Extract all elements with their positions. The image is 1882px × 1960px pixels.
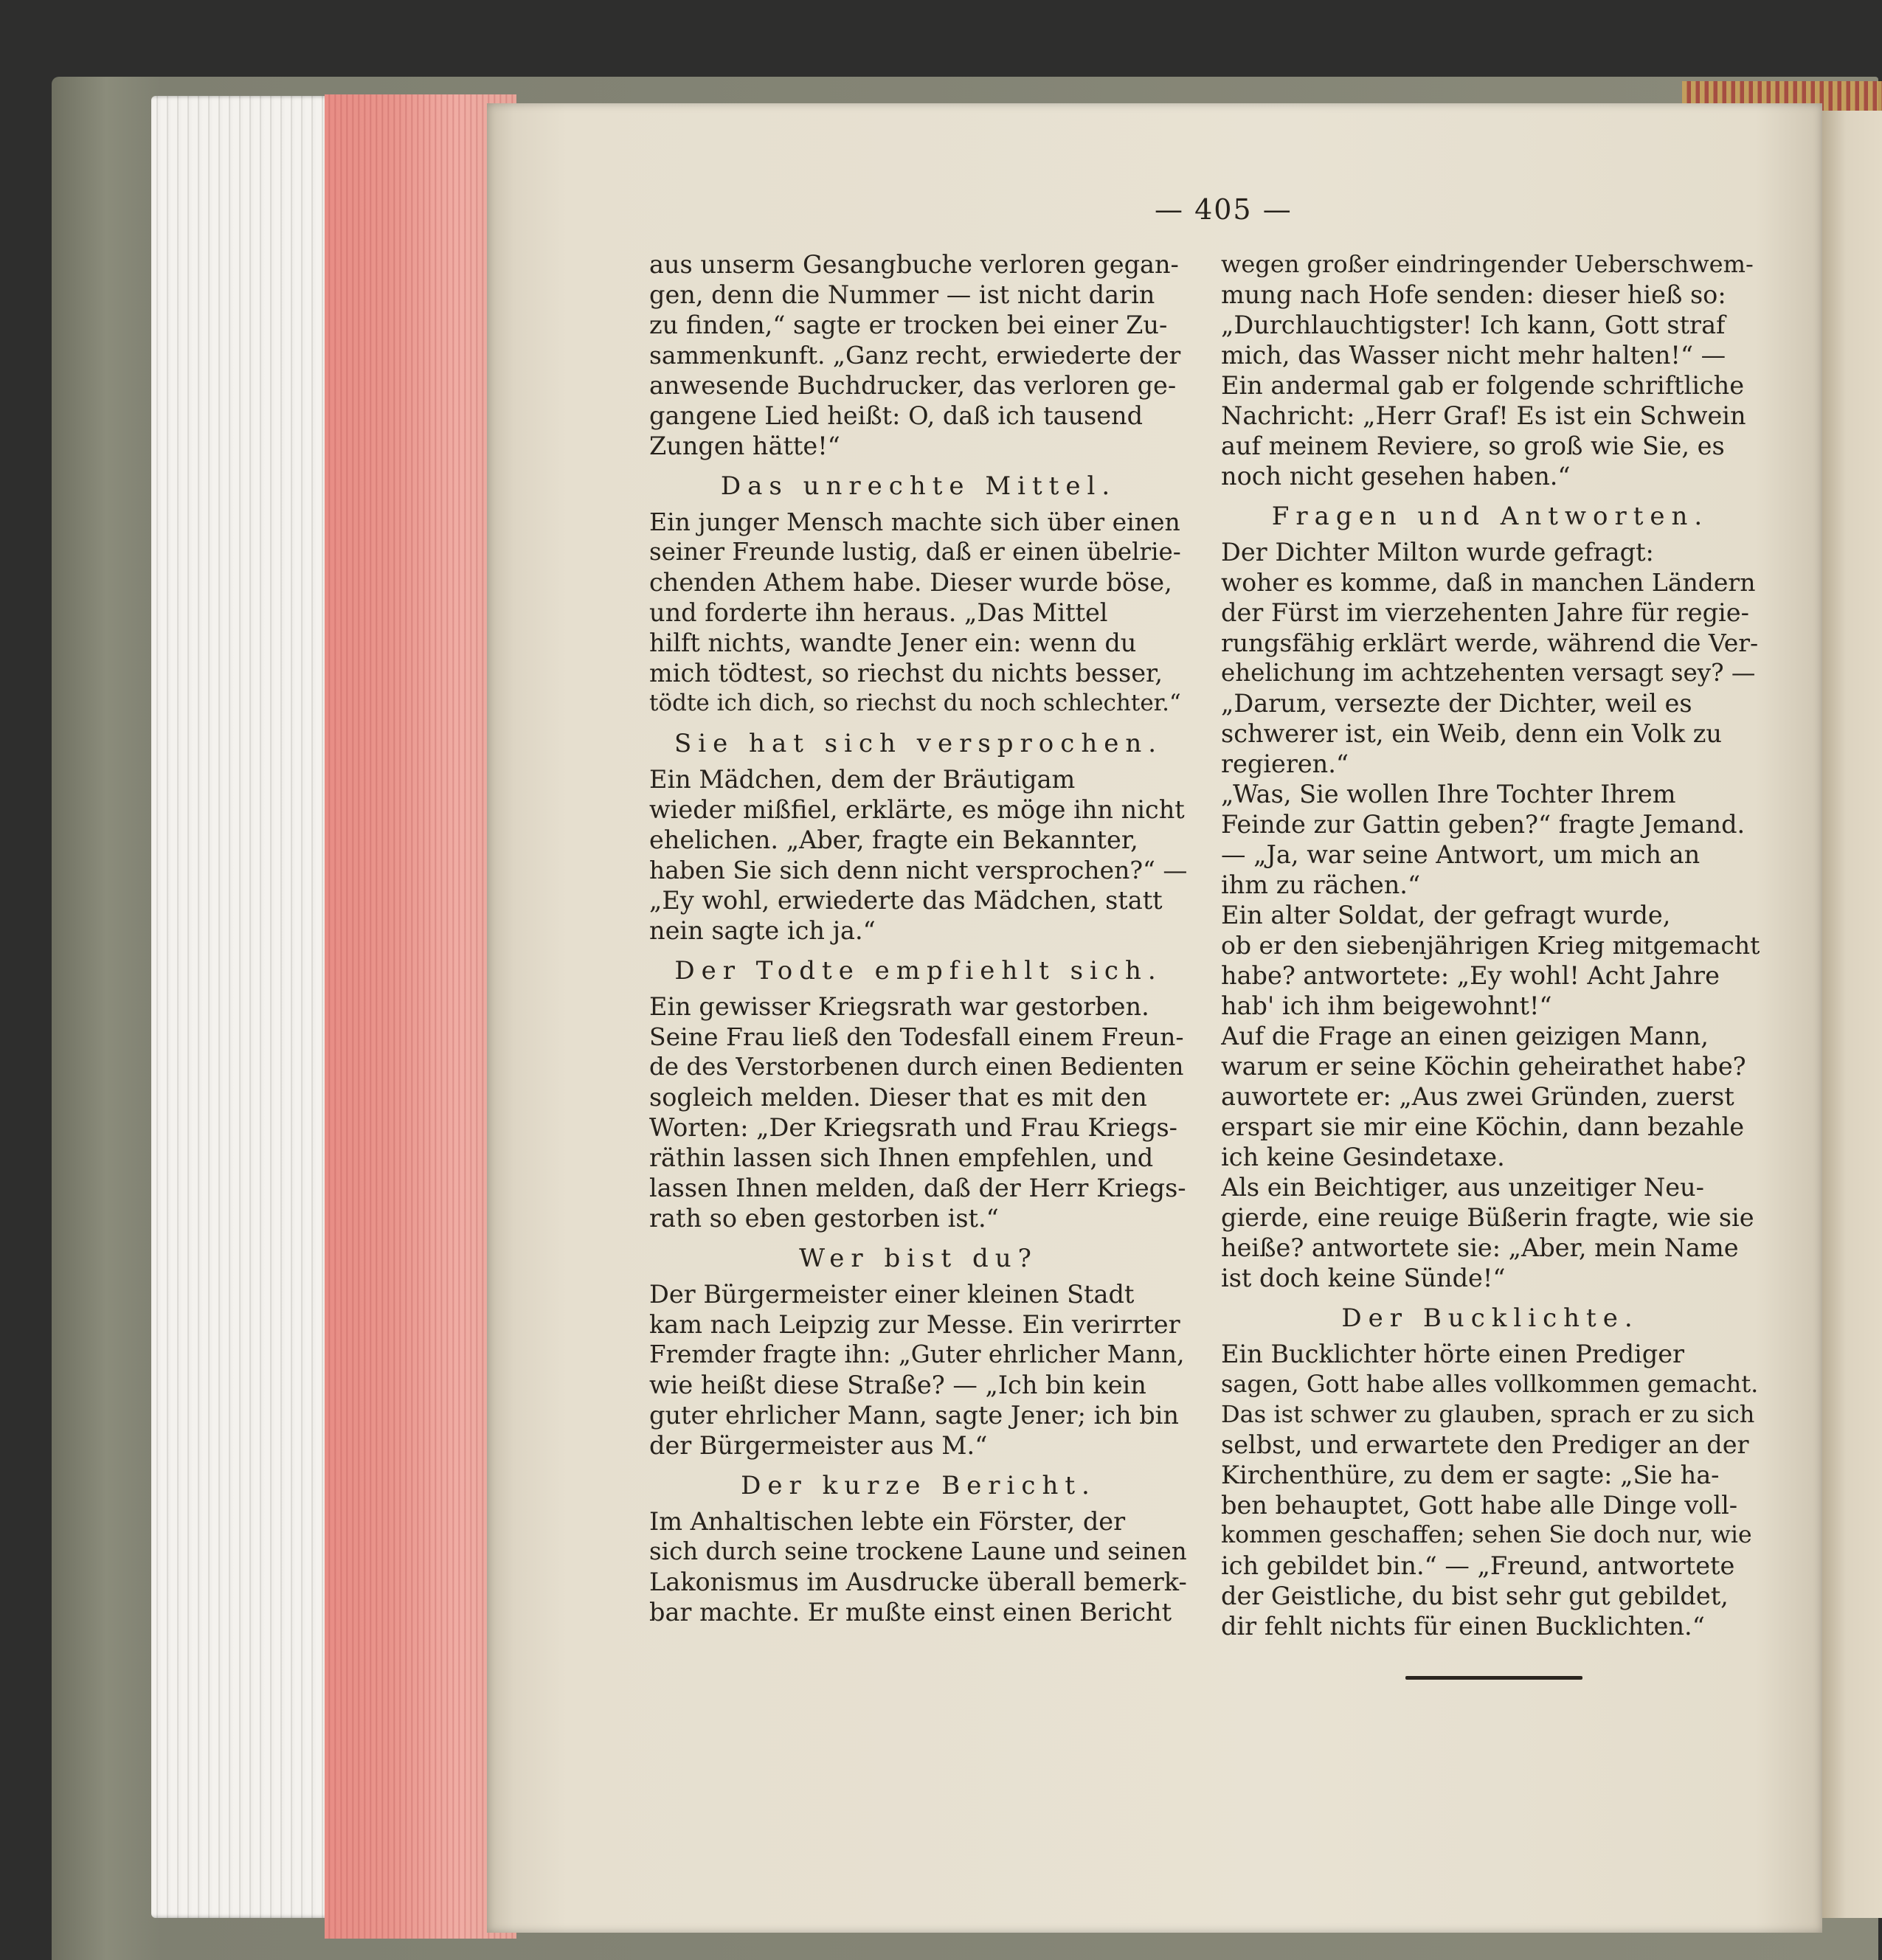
text-line: selbst, und erwartete den Prediger an der	[1221, 1430, 1749, 1459]
text-line: Ein Mädchen, dem der Bräutigam	[649, 765, 1076, 794]
left-text-column	[649, 249, 1188, 1627]
text-line: auf meinem Reviere, so groß wie Sie, es	[1221, 432, 1725, 460]
text-line: rath so eben gestorben ist.“	[649, 1204, 999, 1233]
text-line: wieder mißfiel, erklärte, es möge ihn nicht	[649, 795, 1185, 824]
text-line: bar machte. Er mußte einst einen Bericht	[649, 1598, 1172, 1627]
section-heading: Sie hat sich versprochen.	[674, 729, 1163, 758]
text-line: lassen Ihnen melden, daß der Herr Kriegs-	[649, 1174, 1186, 1202]
text-line: Ein andermal gab er folgende schriftliche	[1221, 371, 1745, 400]
text-line: chenden Athem habe. Dieser wurde böse,	[649, 568, 1172, 597]
text-line: schwerer ist, ein Weib, denn ein Volk zu	[1221, 719, 1722, 748]
right-text-column	[1221, 249, 1760, 1641]
text-line: Der Dichter Milton wurde gefragt:	[1221, 538, 1654, 567]
text-line: gierde, eine reuige Büßerin fragte, wie sie	[1221, 1203, 1754, 1232]
text-line: regieren.“	[1221, 749, 1349, 778]
text-line: nein sagte ich ja.“	[649, 916, 876, 945]
text-line: ich keine Gesindetaxe.	[1221, 1143, 1505, 1171]
text-line: woher es komme, daß in manchen Ländern	[1221, 568, 1756, 597]
section-heading: Der kurze Bericht.	[741, 1471, 1096, 1500]
text-line: Ein junger Mensch machte sich über einen	[649, 508, 1180, 536]
text-line: Lakonismus im Ausdrucke überall bemerk-	[649, 1568, 1187, 1596]
text-line: Seine Frau ließ den Todesfall einem Freun-	[649, 1022, 1184, 1051]
text-line: sich durch seine trockene Laune und seinen	[649, 1537, 1187, 1565]
text-line: haben Sie sich denn nicht versprochen?“ —	[649, 856, 1188, 884]
text-line: der Fürst im vierzehenten Jahre für regie-	[1221, 598, 1749, 627]
text-line: warum er seine Köchin geheirathet habe?	[1221, 1052, 1746, 1081]
text-line: der Bürgermeister aus M.“	[649, 1431, 988, 1460]
text-line: kam nach Leipzig zur Messe. Ein verirrter	[649, 1310, 1180, 1339]
end-rule	[1405, 1676, 1582, 1680]
section-heading: Der Todte empfiehlt sich.	[674, 956, 1163, 986]
section-heading: Das unrechte Mittel.	[720, 471, 1117, 501]
text-line: ehelichung im achtzehenten versagt sey? —	[1221, 659, 1756, 687]
text-line: auwortete er: „Aus zwei Gründen, zuerst	[1221, 1082, 1734, 1111]
text-line: und forderte ihn heraus. „Das Mittel	[649, 598, 1108, 627]
text-line: „Was, Sie wollen Ihre Tochter Ihrem	[1221, 780, 1676, 808]
text-line: Das ist schwer zu glauben, sprach er zu sich	[1221, 1400, 1755, 1428]
text-line: ben behauptet, Gott habe alle Dinge voll-	[1221, 1491, 1738, 1520]
text-line: Auf die Frage an einen geizigen Mann,	[1221, 1022, 1709, 1050]
text-line: Der Bürgermeister einer kleinen Stadt	[649, 1280, 1135, 1309]
text-line: mich, das Wasser nicht mehr halten!“ —	[1221, 341, 1726, 370]
text-line: rungsfähig erklärt werde, während die Ver-	[1221, 628, 1759, 657]
text-line: kommen geschaffen; sehen Sie doch nur, wie	[1221, 1522, 1752, 1548]
text-line: guter ehrlicher Mann, sagte Jener; ich bin	[649, 1401, 1179, 1430]
text-line: mich tödtest, so riechst du nichts besser,	[649, 659, 1163, 688]
text-line: gangene Lied heißt: O, daß ich tausend	[649, 401, 1144, 430]
text-line: anwesende Buchdrucker, das verloren ge-	[649, 371, 1177, 400]
text-line: Feinde zur Gattin geben?“ fragte Jemand.	[1221, 810, 1746, 839]
text-line: de des Verstorbenen durch einen Bedienten	[649, 1053, 1184, 1081]
text-line: aus unserm Gesangbuche verloren gegan-	[649, 250, 1179, 279]
text-line: zu finden,“ sagte er trocken bei einer Zu-	[649, 311, 1168, 339]
text-line: seiner Freunde lustig, daß er einen übelrie-	[649, 538, 1181, 566]
text-line: „Darum, versezte der Dichter, weil es	[1221, 689, 1692, 718]
text-line: „Durchlauchtigster! Ich kann, Gott straf	[1221, 311, 1726, 339]
text-line: wie heißt diese Straße? — „Ich bin kein	[649, 1371, 1146, 1399]
text-line: ist doch keine Sünde!“	[1221, 1264, 1506, 1292]
text-line: ob er den siebenjährigen Krieg mitgemacht	[1221, 931, 1760, 960]
text-line: Ein Bucklichter hörte einen Prediger	[1221, 1340, 1685, 1368]
text-line: Ein gewisser Kriegsrath war gestorben.	[649, 992, 1149, 1021]
page-number: — 405 —	[1155, 193, 1293, 226]
text-line: sammenkunft. „Ganz recht, erwiederte der	[649, 341, 1181, 370]
text-line: noch nicht gesehen haben.“	[1221, 462, 1571, 491]
text-line: sagen, Gott habe alles vollkommen gemacht.	[1221, 1370, 1759, 1398]
text-line: „Ey wohl, erwiederte das Mädchen, statt	[649, 886, 1163, 915]
text-line: Nachricht: „Herr Graf! Es ist ein Schwein	[1221, 401, 1746, 430]
text-line: Im Anhaltischen lebte ein Förster, der	[649, 1507, 1126, 1536]
text-line: — „Ja, war seine Antwort, um mich an	[1221, 840, 1701, 869]
text-line: der Geistliche, du bist sehr gut gebildet,	[1221, 1582, 1729, 1610]
text-line: ehelichen. „Aber, fragte ein Bekannter,	[649, 825, 1138, 854]
text-line: sogleich melden. Dieser that es mit den	[649, 1083, 1147, 1112]
page-stack-edge	[151, 96, 339, 1918]
text-line: Ein alter Soldat, der gefragt wurde,	[1221, 901, 1671, 929]
text-line: heiße? antwortete sie: „Aber, mein Name	[1221, 1233, 1739, 1262]
text-line: hab' ich ihm beigewohnt!“	[1221, 991, 1552, 1020]
text-line: hilft nichts, wandte Jener ein: wenn du	[649, 628, 1137, 657]
text-line: Kirchenthüre, zu dem er sagte: „Sie ha-	[1221, 1461, 1720, 1489]
section-heading: Der Bucklichte.	[1341, 1303, 1639, 1333]
text-line: räthin lassen sich Ihnen empfehlen, und	[649, 1143, 1154, 1172]
text-line: Fremder fragte ihn: „Guter ehrlicher Mann,	[649, 1340, 1185, 1368]
section-heading: Wer bist du?	[799, 1244, 1038, 1273]
text-line: mung nach Hofe senden: dieser hieß so:	[1221, 280, 1726, 309]
text-line: gen, denn die Nummer — ist nicht darin	[649, 280, 1155, 309]
text-line: Worten: „Der Kriegsrath und Frau Kriegs-	[649, 1113, 1177, 1142]
text-line: wegen großer eindringender Ueberschwem-	[1221, 250, 1754, 278]
text-line: Zungen hätte!“	[649, 432, 840, 460]
section-heading: Fragen und Antworten.	[1271, 502, 1709, 531]
text-line: dir fehlt nichts für einen Bucklichten.“	[1221, 1612, 1705, 1641]
text-line: habe? antwortete: „Ey wohl! Acht Jahre	[1221, 961, 1720, 990]
text-line: tödte ich dich, so riechst du noch schlechter.“	[649, 690, 1181, 716]
facing-page-edge	[1822, 111, 1882, 1918]
text-line: ihm zu rächen.“	[1221, 870, 1421, 899]
text-line: erspart sie mir eine Köchin, dann bezahle	[1221, 1112, 1745, 1141]
text-line: Als ein Beichtiger, aus unzeitiger Neu-	[1221, 1173, 1704, 1202]
text-line: ich gebildet bin.“ — „Freund, antwortete	[1221, 1551, 1735, 1580]
